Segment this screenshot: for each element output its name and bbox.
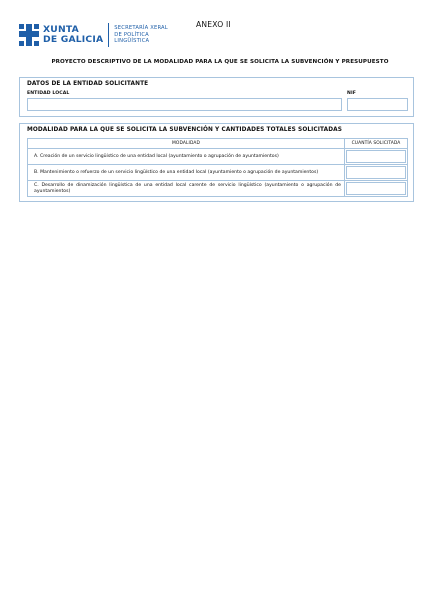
modality-b-text: B. Mantenimiento o refuerzo de un servicio lingüístico de una entidad local (ayuntamiento o agrupación de ayuntamientos) xyxy=(28,165,345,181)
xunta-cross-icon xyxy=(19,24,39,46)
table-row xyxy=(28,165,408,181)
modality-c-text: C. Desarrollo de dinamización lingüística de una entidad local carente de servicio lingüístico (ayuntamiento o agrupación de ayuntamientos) xyxy=(28,181,345,197)
table-row xyxy=(28,149,408,165)
modality-a-amount-cell xyxy=(345,149,408,165)
logo-divider xyxy=(108,23,109,47)
page-title: PROYECTO DESCRIPTIVO DE LA MODALIDAD PARA LA QUE SE SOLICITA LA SUBVENCIÓN Y PRESUPUESTO xyxy=(51,59,389,65)
table-header-row xyxy=(28,139,408,149)
entity-section-title: DATOS DE LA ENTIDAD SOLICITANTE xyxy=(27,81,149,87)
logo-line-1: XUNTA xyxy=(43,24,79,35)
entity-field[interactable] xyxy=(27,98,342,111)
modality-table xyxy=(27,138,408,197)
dept-line-1: SECRETARÍA XERAL xyxy=(114,25,168,32)
department-name xyxy=(114,25,168,44)
modality-c-amount-field[interactable] xyxy=(346,182,406,195)
modality-a-amount-field[interactable] xyxy=(346,150,406,163)
entity-section xyxy=(19,77,414,117)
modality-section-title: MODALIDAD PARA LA QUE SE SOLICITA LA SUBVENCIÓN Y CANTIDADES TOTALES SOLICITADAS xyxy=(27,127,342,133)
dept-line-3: LINGÜÍSTICA xyxy=(114,38,150,45)
modality-b-amount-field[interactable] xyxy=(346,166,406,179)
table-row xyxy=(28,181,408,197)
modality-section xyxy=(19,123,414,202)
col-amount-header: CUANTÍA SOLICITADA xyxy=(345,139,408,149)
nif-label: NIF xyxy=(347,91,356,96)
entity-label: ENTIDAD LOCAL xyxy=(27,91,70,96)
col-modality-header: MODALIDAD xyxy=(28,139,345,149)
logo-line-2: DE GALICIA xyxy=(43,34,104,45)
modality-c-amount-cell xyxy=(345,181,408,197)
modality-b-amount-cell xyxy=(345,165,408,181)
modality-a-text: A. Creación de un servicio lingüístico de una entidad local (ayuntamiento o agrupación de ayuntamientos) xyxy=(28,149,345,165)
dept-line-2: DE POLÍTICA xyxy=(114,31,149,38)
logo-brand xyxy=(43,25,103,45)
annex-label: ANEXO II xyxy=(196,20,231,29)
xunta-logo xyxy=(19,21,179,49)
nif-field[interactable] xyxy=(347,98,408,111)
